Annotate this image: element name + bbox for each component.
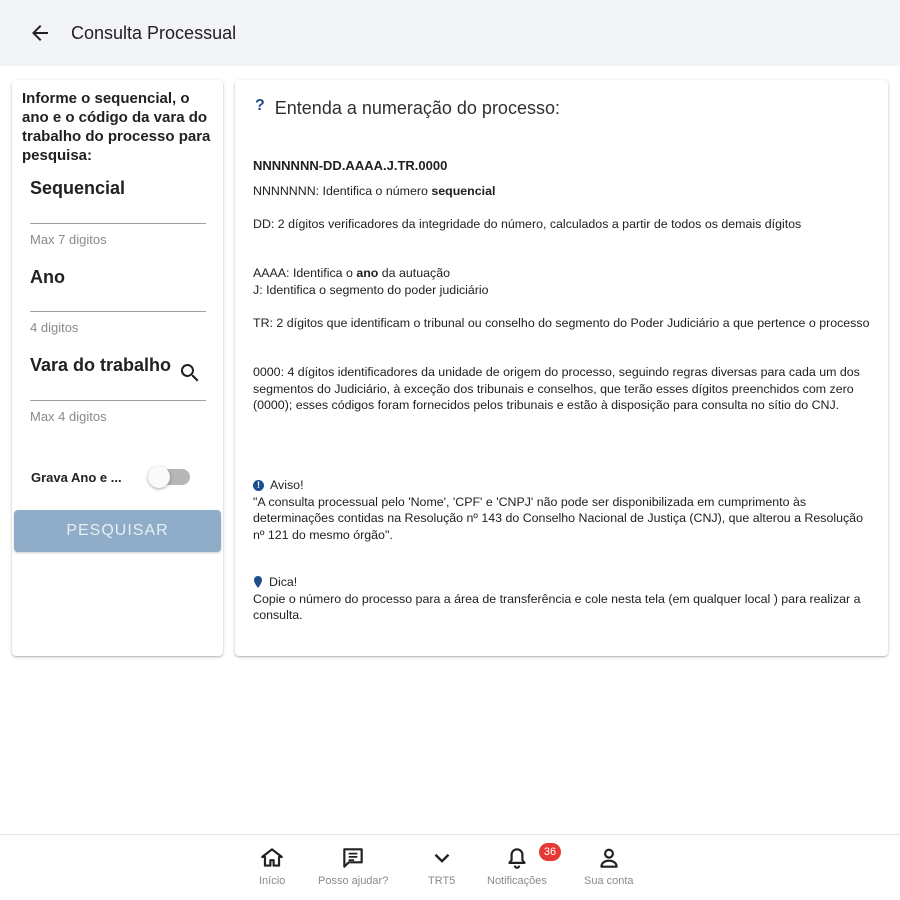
toggle-thumb	[148, 466, 170, 488]
save-year-toggle-label: Grava Ano e ...	[31, 470, 122, 485]
aaaa-bold: ano	[356, 266, 379, 280]
nav-item-help[interactable]	[318, 845, 388, 887]
arrow-left-icon	[28, 21, 52, 45]
nav-label-notifications: Notificações	[487, 875, 547, 887]
app-bar	[0, 0, 900, 66]
nav-item-notifications[interactable]	[487, 845, 557, 887]
aaaa-text: AAAA: Identifica o	[253, 266, 357, 280]
notice-text: "A consulta processual pelo 'Nome', 'CPF' e 'CNPJ' não pode ser disponibilizada em cumprimento às determinações contidas na Resolução nº 143 do Conselho Nacional de Justiça (CNJ), que alterou a Resolução nº 121 do mesmo órgão".	[253, 494, 863, 542]
nav-item-inicio[interactable]	[259, 845, 285, 887]
nnn-text: NNNNNNN: Identifica o número	[253, 184, 432, 198]
notification-count-badge: 36	[539, 843, 561, 861]
bell-icon	[504, 845, 530, 871]
form-instructions: Informe o sequencial, o ano e o código da vara do trabalho do processo para pesquisa:	[22, 90, 211, 164]
aaaa-suffix: da autuação	[378, 266, 450, 280]
home-icon	[259, 845, 285, 871]
notice-heading	[253, 477, 873, 494]
sequencial-field[interactable]	[30, 178, 206, 248]
back-button[interactable]	[20, 13, 60, 53]
search-form-card	[12, 80, 223, 656]
nnn-bold: sequencial	[431, 184, 496, 198]
search-icon[interactable]	[178, 361, 202, 385]
nav-label-account: Sua conta	[584, 875, 634, 887]
vara-label: Vara do trabalho	[30, 355, 172, 375]
j-description: J: Identifica o segmento do poder judiciário	[253, 283, 489, 297]
dd-description: DD: 2 dígitos verificadores da integridade do número, calculados a partir de todos os demais dígitos	[253, 217, 802, 231]
user-icon	[596, 845, 622, 871]
nav-label-inicio: Início	[259, 875, 286, 887]
chevron-down-icon	[429, 845, 455, 871]
ano-field[interactable]	[30, 267, 206, 337]
page-title: Consulta Processual	[71, 22, 237, 43]
info-title-text: Entenda a numeração do processo:	[274, 98, 560, 118]
ano-hint: 4 digitos	[30, 320, 79, 335]
sequencial-hint: Max 7 digitos	[30, 232, 107, 247]
nnn-description	[253, 183, 873, 200]
aaaa-description	[253, 265, 873, 282]
tip-text: Copie o número do processo para a área de transferência e cole nesta tela (em qualquer local ) para realizar a consulta.	[253, 591, 861, 622]
bottom-navigation	[0, 834, 900, 900]
tip-title: Dica!	[269, 575, 298, 589]
pin-icon	[253, 576, 263, 588]
notice-block	[253, 477, 873, 543]
vara-hint: Max 4 digitos	[30, 409, 107, 424]
info-card	[235, 80, 888, 656]
nav-label-trt5: TRT5	[428, 875, 456, 887]
tip-block	[253, 574, 873, 624]
number-format: NNNNNNN-DD.AAAA.J.TR.0000	[253, 158, 448, 173]
vara-underline	[30, 400, 206, 401]
sequencial-underline	[30, 223, 206, 224]
chat-icon	[340, 845, 366, 871]
info-title	[255, 98, 560, 119]
ano-label: Ano	[30, 267, 65, 287]
info-icon: !	[253, 480, 264, 491]
tr-description: TR: 2 dígitos que identificam o tribunal ou conselho do segmento do Poder Judiciário a que pertence o processo	[253, 316, 870, 330]
notice-title: Aviso!	[270, 478, 304, 492]
nav-item-trt5[interactable]	[428, 845, 455, 887]
save-year-toggle[interactable]	[148, 464, 192, 490]
code-description: 0000: 4 dígitos identificadores da unidade de origem do processo, seguindo regras diversas para cada um dos segmentos do Judiciário, à exceção dos tribunais e conselhos, que terão esses dígitos preenchidos com zero (0000); esses códigos foram fornecidos pelos tribunais e estão à disposição para consulta no sítio do CNJ.	[253, 365, 860, 412]
help-icon: ?	[255, 96, 265, 114]
tip-heading	[253, 574, 873, 591]
nav-label-help: Posso ajudar?	[318, 875, 389, 887]
nav-item-account[interactable]	[584, 845, 634, 887]
ano-underline	[30, 311, 206, 312]
sequencial-label: Sequencial	[30, 178, 126, 198]
search-button[interactable]: PESQUISAR	[14, 510, 221, 552]
